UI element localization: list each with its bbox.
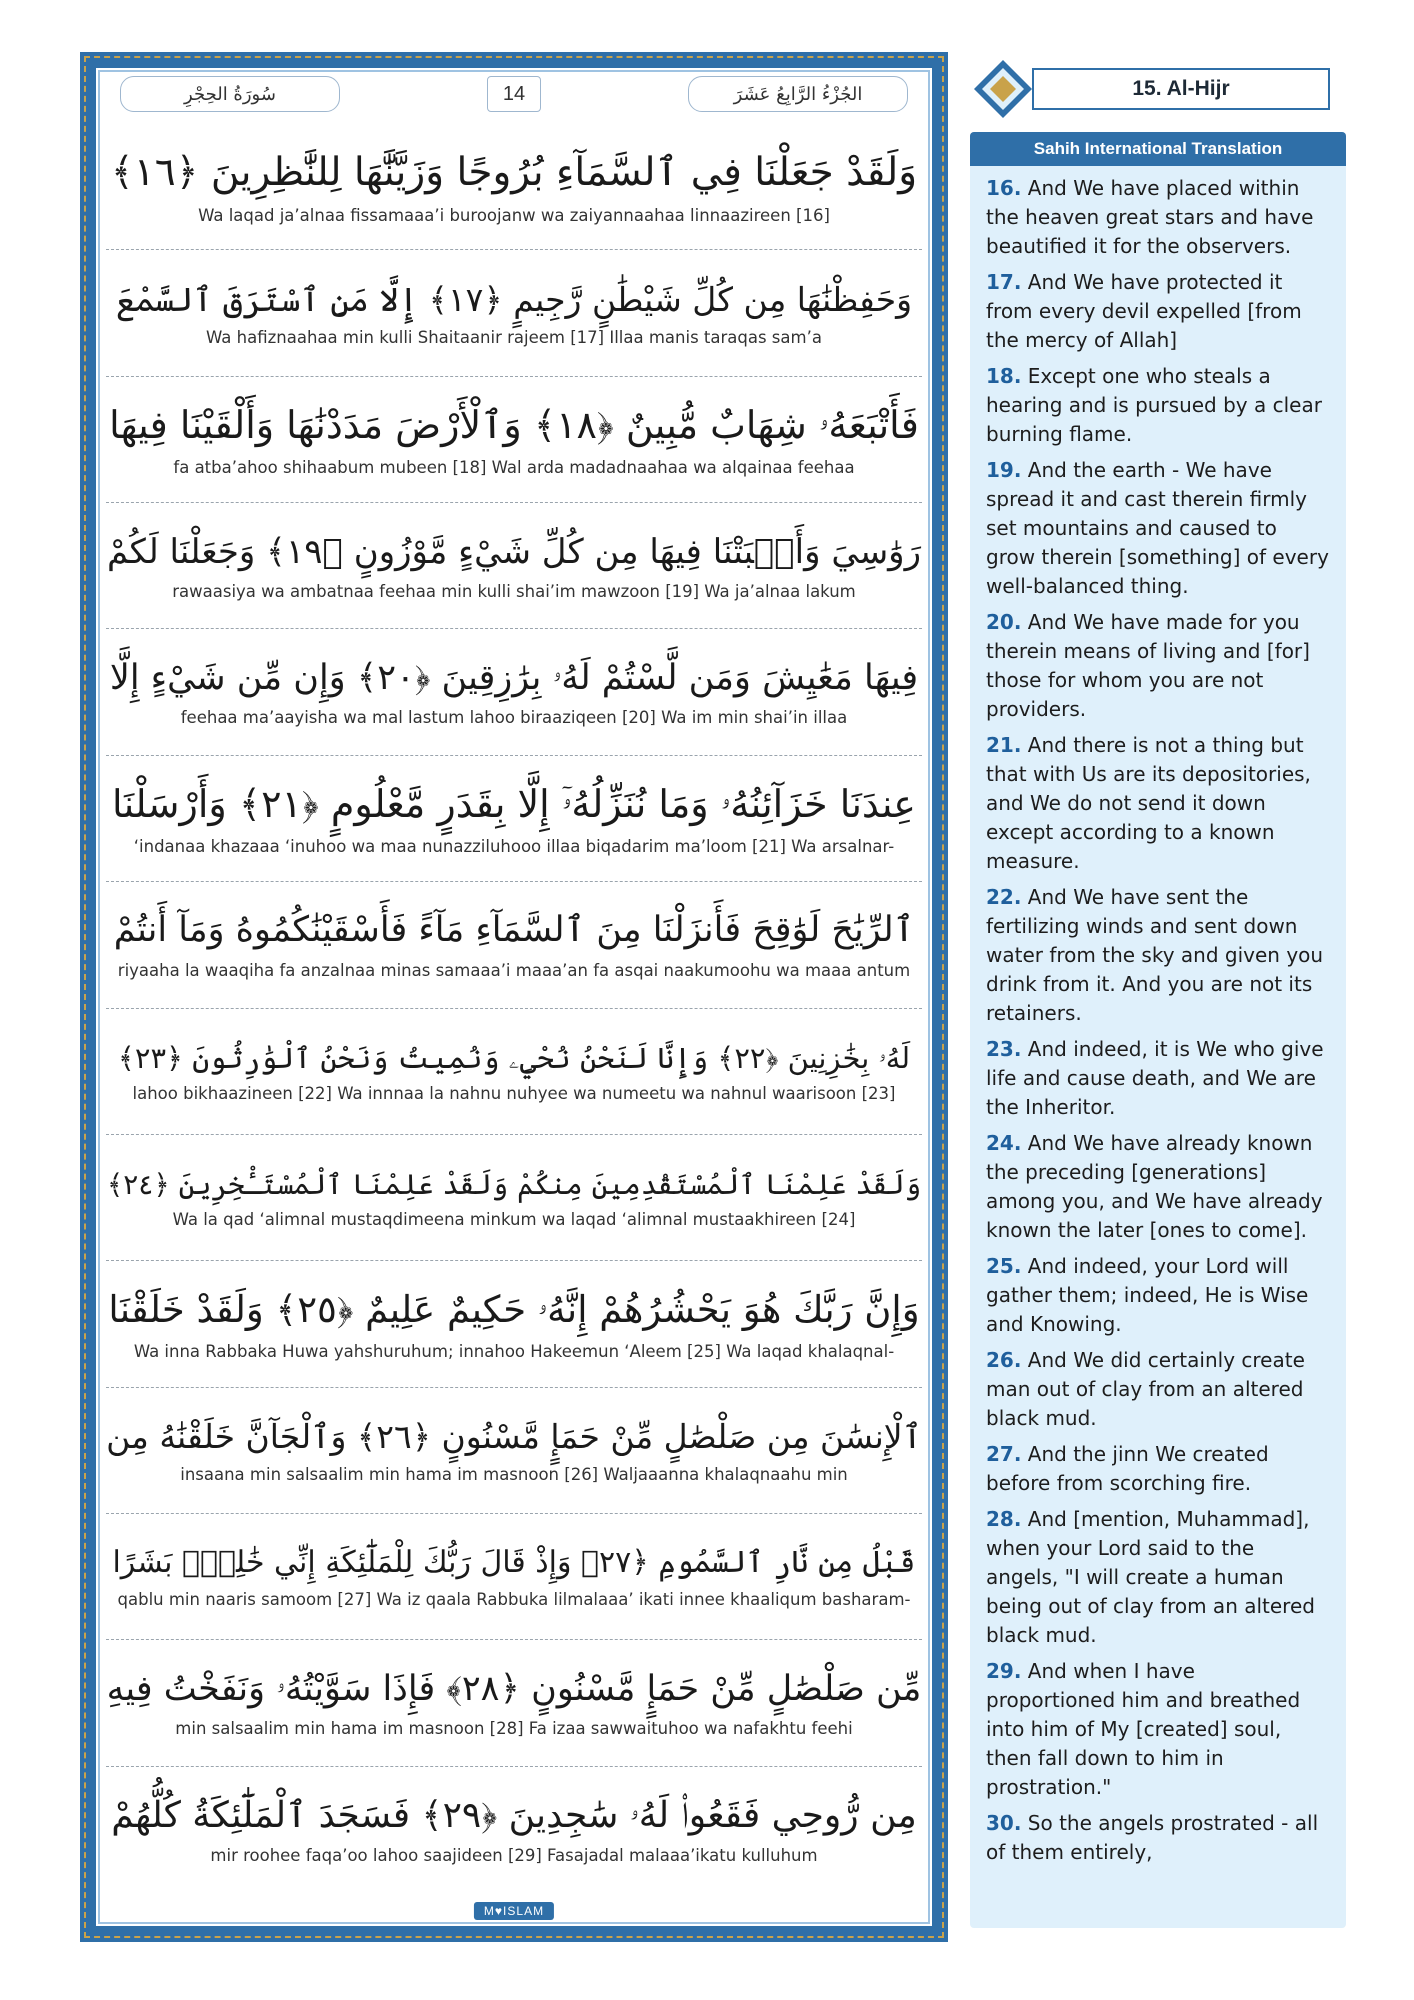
translation-verses [970,166,1346,1867]
verse-number: 25. [986,1254,1022,1278]
transliteration: rawaasiya wa ambatnaa feehaa min kulli shai’im mawzoon [19] Wa ja’alnaa lakum [172,581,856,601]
verse-text: And the earth - We have spread it and cast therein firmly set mountains and caused to grow therein [something] of every well-balanced thing. [986,458,1329,598]
arabic-text: قَبْلُ مِن نَّارِ ٱلسَّمُومِ ﴿٢٧﴾ وَإِذْ قَالَ رَبُّكَ لِلْمَلَٰٓئِكَةِ إِنِّي خَٰلِقٌۢ بَشَرًا [112,1545,916,1581]
transliteration: Wa hafiznaahaa min kulli Shaitaanir rajeem [17] Illaa manis taraqas sam’a [206,328,822,348]
quran-line [106,1135,922,1261]
quran-line [106,629,922,755]
verse-number: 23. [986,1037,1022,1061]
translation-verse [986,1657,1330,1802]
quran-line [106,1388,922,1514]
quran-lines [106,124,922,1892]
translation-verse [986,456,1330,601]
verse-number: 24. [986,1131,1022,1155]
verse-text: Except one who steals a hearing and is pursued by a clear burning flame. [986,364,1322,446]
quran-line [106,124,922,250]
quran-line [106,1261,922,1387]
transliteration: min salsaalim min hama im masnoon [28] Fa izaa sawwaituhoo wa nafakhtu feehi [175,1719,853,1739]
surah-title-block [972,58,1344,120]
arabic-text: وَحَفِظْنَٰهَا مِن كُلِّ شَيْطَٰنٍ رَّجِيمٍ ﴿١٧﴾ إِلَّا مَنِ ٱسْتَرَقَ ٱلسَّمْعَ [115,279,913,319]
arabic-text: وَإِنَّ رَبَّكَ هُوَ يَحْشُرُهُمْ إِنَّهُۥ حَكِيمٌ عَلِيمٌ ﴿٢٥﴾ وَلَقَدْ خَلَقْنَا [108,1288,920,1332]
translation-verse [986,1035,1330,1122]
translation-verse [986,883,1330,1028]
verse-text: And when I have proportioned him and breathed into him of My [created] soul, then fall down to him in prostration." [986,1659,1301,1799]
translation-verse [986,1505,1330,1650]
page-number: 14 [487,76,541,112]
verse-text: And We have sent the fertilizing winds and sent down water from the sky and given you drink from it. And you are not its retainers. [986,885,1324,1025]
arabic-text: ٱلرِّيَٰحَ لَوَٰقِحَ فَأَنزَلْنَا مِنَ ٱلسَّمَآءِ مَآءً فَأَسْقَيْنَٰكُمُوهُ وَمَآ أَنتُمْ [113,910,915,951]
arabic-text: ٱلْإِنسَٰنَ مِن صَلْصَٰلٍ مِّنْ حَمَإٍ مَّسْنُونٍ ﴿٢٦﴾ وَٱلْجَآنَّ خَلَقْنَٰهُ مِن [106,1417,922,1457]
arabic-text: لَهُۥ بِخَٰزِنِينَ ﴿٢٢﴾ وَإِنَّا لَنَحْنُ نُحْيِۦ وَنُمِيتُ وَنَحْنُ ٱلْوَٰرِثُونَ ﴿٢٣﴾ [117,1040,911,1075]
verse-text: So the angels prostrated - all of them entirely, [986,1811,1319,1864]
translation-panel [970,132,1346,1928]
transliteration: ‘indanaa khazaaa ‘inuhoo wa maa nunazziluhooo illaa biqadarim ma’loom [21] Wa arsalnar- [133,836,895,856]
transliteration: lahoo bikhaazineen [22] Wa innnaa la nahnu nuhyee wa numeetu wa nahnul waarisoon [23] [132,1083,896,1103]
translation-verse [986,1809,1330,1867]
arabic-text: وَلَقَدْ جَعَلْنَا فِي ٱلسَّمَآءِ بُرُوجًا وَزَيَّنَّٰهَا لِلنَّٰظِرِينَ ﴿١٦﴾ [110,149,918,195]
juz-label: الجُزْءُ الرَّابِعُ عَشَرَ [688,76,908,112]
verse-number: 26. [986,1348,1022,1372]
verse-number: 29. [986,1659,1022,1683]
page-header [120,72,908,116]
arabic-text: مِن رُّوحِي فَقَعُوا۟ لَهُۥ سَٰجِدِينَ ﴿٢٩﴾ فَسَجَدَ ٱلْمَلَٰٓئِكَةُ كُلُّهُمْ [111,1795,917,1837]
quran-page [80,52,948,1942]
transliteration: fa atba’ahoo shihaabum mubeen [18] Wal arda madadnaahaa wa alqainaa feehaa [173,457,855,477]
translation-verse [986,731,1330,876]
ornament-icon [972,58,1034,120]
transliteration: Wa la qad ‘alimnal mustaqdimeena minkum wa laqad ‘alimnal mustaakhireen [24] [172,1209,856,1229]
arabic-text: عِندَنَا خَزَآئِنُهُۥ وَمَا نُنَزِّلُهُۥٓ إِلَّا بِقَدَرٍ مَّعْلُومٍ ﴿٢١﴾ وَأَرْسَلْنَا [112,782,916,827]
transliteration: riyaaha la waaqiha fa anzalnaa minas samaaa’i maaa’an fa asqai naakumoohu wa maaa antum [117,961,911,981]
transliteration: qablu min naaris samoom [27] Wa iz qaala Rabbuka lilmalaaa’ ikati innee khaaliqum basharam- [117,1589,911,1609]
verse-text: And there is not a thing but that with Us are its depositories, and We do not send it down except according to a known measure. [986,733,1311,873]
arabic-text: فَأَتْبَعَهُۥ شِهَابٌ مُّبِينٌ ﴿١٨﴾ وَٱلْأَرْضَ مَدَدْنَٰهَا وَأَلْقَيْنَا فِيهَا [109,403,919,448]
verse-number: 27. [986,1442,1022,1466]
translation-verse [986,1440,1330,1498]
verse-number: 22. [986,885,1022,909]
transliteration: feehaa ma’aayisha wa mal lastum lahoo biraaziqeen [20] Wa im min shai’in illaa [180,708,848,728]
translation-verse [986,608,1330,724]
verse-text: And We did certainly create man out of clay from an altered black mud. [986,1348,1305,1430]
verse-number: 28. [986,1507,1022,1531]
arabic-text: وَلَقَدْ عَلِمْنَا ٱلْمُسْتَقْدِمِينَ مِنكُمْ وَلَقَدْ عَلِمْنَا ٱلْمُسْتَـْٔخِرِينَ ﴿٢٤﴾ [106,1167,922,1201]
verse-text: And indeed, it is We who give life and cause death, and We are the Inheritor. [986,1037,1324,1119]
quran-line [106,1767,922,1892]
surah-name-label: سُورَةُ الحِجْرِ [120,76,340,112]
translation-verse [986,362,1330,449]
verse-number: 18. [986,364,1022,388]
surah-title: 15. Al-Hijr [1032,68,1330,110]
translation-verse [986,1346,1330,1433]
verse-text: And We have protected it from every devil expelled [from the mercy of Allah] [986,270,1302,352]
verse-number: 17. [986,270,1022,294]
translation-verse [986,1252,1330,1339]
verse-text: And We have placed within the heaven great stars and have beautified it for the observers. [986,176,1314,258]
arabic-text: رَوَٰسِيَ وَأَنۢبَتْنَا فِيهَا مِن كُلِّ شَيْءٍ مَّوْزُونٍ ﴿١٩﴾ وَجَعَلْنَا لَكُمْ [106,532,922,572]
arabic-text: فِيهَا مَعَٰيِشَ وَمَن لَّسْتُمْ لَهُۥ بِرَٰزِقِينَ ﴿٢٠﴾ وَإِن مِّن شَيْءٍ إِلَّا [109,657,919,698]
verse-text: And We have made for you therein means of living and [for] those for whom you are not providers. [986,610,1310,721]
translation-verse [986,268,1330,355]
verse-number: 16. [986,176,1022,200]
transliteration: mir roohee faqa’oo lahoo saajideen [29] Fasajadal malaaa’ikatu kulluhum [210,1846,818,1866]
verse-number: 19. [986,458,1022,482]
verse-text: And We have already known the preceding [generations] among you, and We have already known the later [ones to come]. [986,1131,1323,1242]
verse-text: And [mention, Muhammad], when your Lord said to the angels, "I will create a human being out of clay from an altered black mud. [986,1507,1315,1647]
verse-number: 21. [986,733,1022,757]
quran-line [106,756,922,882]
quran-line [106,377,922,503]
translation-verse [986,174,1330,261]
translation-verse [986,1129,1330,1245]
verse-number: 20. [986,610,1022,634]
quran-line [106,1514,922,1640]
verse-number: 30. [986,1811,1022,1835]
transliteration: Wa inna Rabbaka Huwa yahshuruhum; innahoo Hakeemun ‘Aleem [25] Wa laqad khalaqnal- [133,1341,895,1361]
transliteration: insaana min salsaalim min hama im masnoon [26] Waljaaanna khalaqnaahu min [180,1465,848,1485]
quran-line [106,503,922,629]
translation-title: Sahih International Translation [970,132,1346,166]
quran-line [106,1009,922,1135]
verse-text: And indeed, your Lord will gather them; indeed, He is Wise and Knowing. [986,1254,1309,1336]
arabic-text: مِّن صَلْصَٰلٍ مِّنْ حَمَإٍ مَّسْنُونٍ ﴿٢٨﴾ فَإِذَا سَوَّيْتُهُۥ وَنَفَخْتُ فِيهِ [106,1668,922,1709]
verse-text: And the jinn We created before from scorching fire. [986,1442,1269,1495]
transliteration: Wa laqad ja’alnaa fissamaaa’i buroojanw wa zaiyannaahaa linnaazireen [16] [198,205,830,225]
quran-line [106,882,922,1008]
site-logo: M♥ISLAM [474,1902,554,1920]
quran-line [106,250,922,376]
quran-line [106,1640,922,1766]
